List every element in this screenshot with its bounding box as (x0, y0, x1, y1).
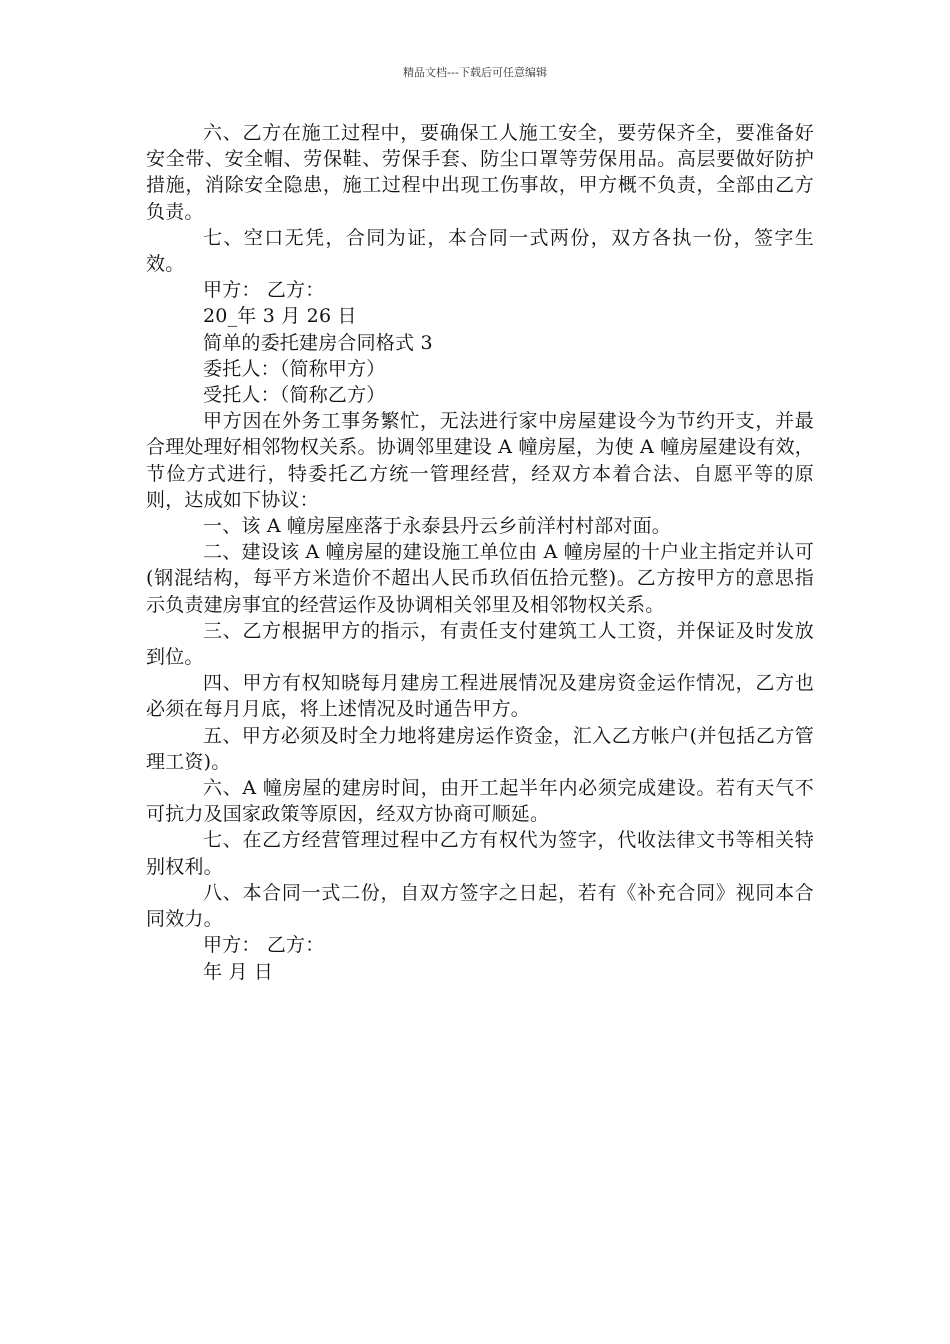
section-title: 简单的委托建房合同格式 3 (203, 331, 433, 354)
clause-3: 三、乙方根据甲方的指示，有责任支付建筑工人工资，并保证及时发放到位。 (146, 619, 814, 669)
clause-4: 四、甲方有权知晓每月建房工程进展情况及建房资金运作情况，乙方也必须在每月月底，将上述情况及时通告甲方。 (146, 672, 814, 721)
page-header: 精品文档---下载后可任意编辑 (403, 66, 547, 79)
clause-6: 六、A 幢房屋的建房时间，由开工起半年内必须完成建设。若有天气不可抗力及国家政策等原因，经双方协商可顺延。 (146, 777, 814, 826)
clause-2: 二、建设该 A 幢房屋的建设施工单位由 A 幢房屋的十户业主指定并认可(钢混结构，每平方米造价不超出人民币玖佰伍拾元整)。乙方按甲方的意思指示负责建房事宜的经营运作及协调相关邻里及相邻物权关系。 (146, 541, 814, 616)
trustee-line: 受托人：（简称乙方） (203, 384, 386, 407)
clause-5: 五、甲方必须及时全力地将建房运作资金，汇入乙方帐户(并包括乙方管理工资)。 (146, 724, 814, 773)
signature-line: 甲方： 乙方： (203, 279, 325, 302)
clause-7: 七、在乙方经营管理过程中乙方有权代为签字，代收法律文书等相关特别权利。 (146, 829, 814, 878)
signature-date: 20_年 3 月 26 日 (203, 305, 357, 328)
clause-8: 八、本合同一式二份，自双方签字之日起，若有《补充合同》视同本合同效力。 (146, 881, 814, 931)
preamble: 甲方因在外务工事务繁忙，无法进行家中房屋建设今为节约开支，并最合理处理好相邻物权关系。协调邻里建设 A 幢房屋，为使 A 幢房屋建设有效，节俭方式进行，特委托乙方统一管理经营，经双方本着合法、自愿平等的原则，达成如下协议： (146, 410, 814, 511)
signature-line-2: 甲方： 乙方： (203, 934, 325, 957)
clause-copies: 七、空口无凭，合同为证，本合同一式两份，双方各执一份，签字生效。 (146, 226, 814, 276)
clause-1: 一、该 A 幢房屋座落于永泰县丹云乡前洋村村部对面。 (203, 515, 672, 538)
document-body (146, 120, 814, 985)
signature-date-2: 年 月 日 (203, 960, 274, 983)
client-line: 委托人：（简称甲方） (203, 357, 386, 380)
clause-safety: 六、乙方在施工过程中，要确保工人施工安全，要劳保齐全，要准备好安全带、安全帽、劳保鞋、劳保手套、防尘口罩等劳保用品。高层要做好防护措施，消除安全隐患，施工过程中出现工伤事故，甲方概不负责，全部由乙方负责。 (146, 122, 814, 223)
